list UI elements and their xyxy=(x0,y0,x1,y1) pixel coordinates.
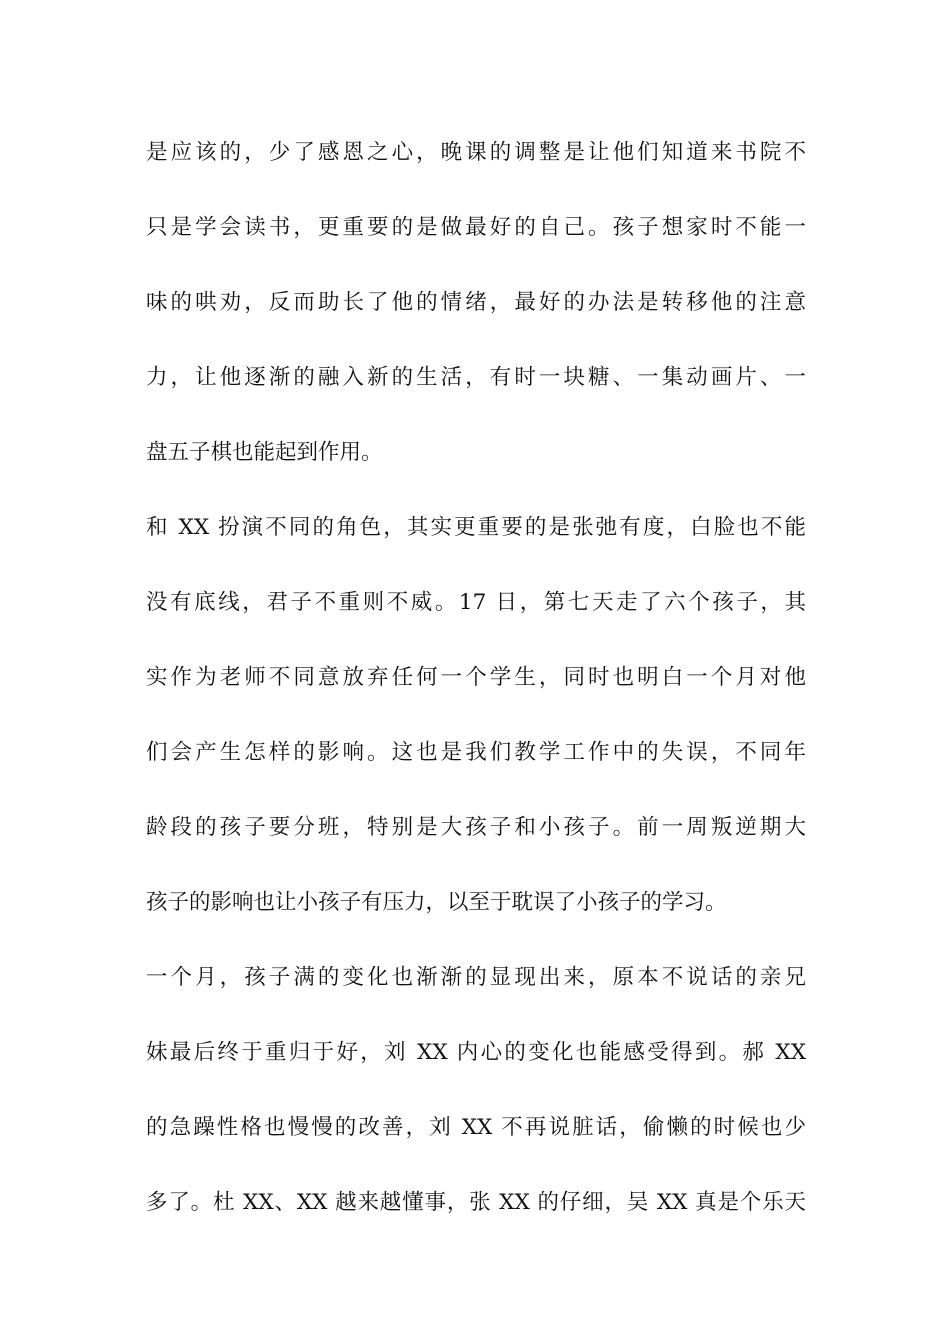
text-line: 味的哄劝，反而助长了他的情绪，最好的办法是转移他的注意 xyxy=(146,290,806,315)
text-line: 盘五子棋也能起到作用。 xyxy=(146,440,383,465)
text-line: 孩子的影响也让小孩子有压力，以至于耽误了小孩子的学习。 xyxy=(146,890,727,915)
text-line: 多了。杜 XX、XX 越来越懂事，张 XX 的仔细，吴 XX 真是个乐天 xyxy=(146,1190,806,1215)
text-line: 力，让他逐渐的融入新的生活，有时一块糖、一集动画片、一 xyxy=(146,365,806,390)
text-line: 实作为老师不同意放弃任何一个学生，同时也明白一个月对他 xyxy=(146,665,806,690)
text-line: 只是学会读书，更重要的是做最好的自己。孩子想家时不能一 xyxy=(146,215,806,240)
paragraph-1 xyxy=(146,128,806,503)
text-line: 的急躁性格也慢慢的改善，刘 XX 不再说脏话，偷懒的时候也少 xyxy=(146,1115,806,1140)
text-line: 和 XX 扮演不同的角色，其实更重要的是张弛有度，白脸也不能 xyxy=(146,515,806,540)
text-line: 是应该的，少了感恩之心，晚课的调整是让他们知道来书院不 xyxy=(146,140,806,165)
text-line: 们会产生怎样的影响。这也是我们教学工作中的失误，不同年 xyxy=(146,740,806,765)
text-line: 没有底线，君子不重则不威。17 日，第七天走了六个孩子，其 xyxy=(146,590,806,615)
text-line: 龄段的孩子要分班，特别是大孩子和小孩子。前一周叛逆期大 xyxy=(146,815,806,840)
paragraph-3 xyxy=(146,953,806,1253)
paragraph-2 xyxy=(146,503,806,953)
text-line: 一个月，孩子满的变化也渐渐的显现出来，原本不说话的亲兄 xyxy=(146,965,806,990)
document-body xyxy=(146,128,806,1253)
text-line: 妹最后终于重归于好，刘 XX 内心的变化也能感受得到。郝 XX xyxy=(146,1040,806,1065)
